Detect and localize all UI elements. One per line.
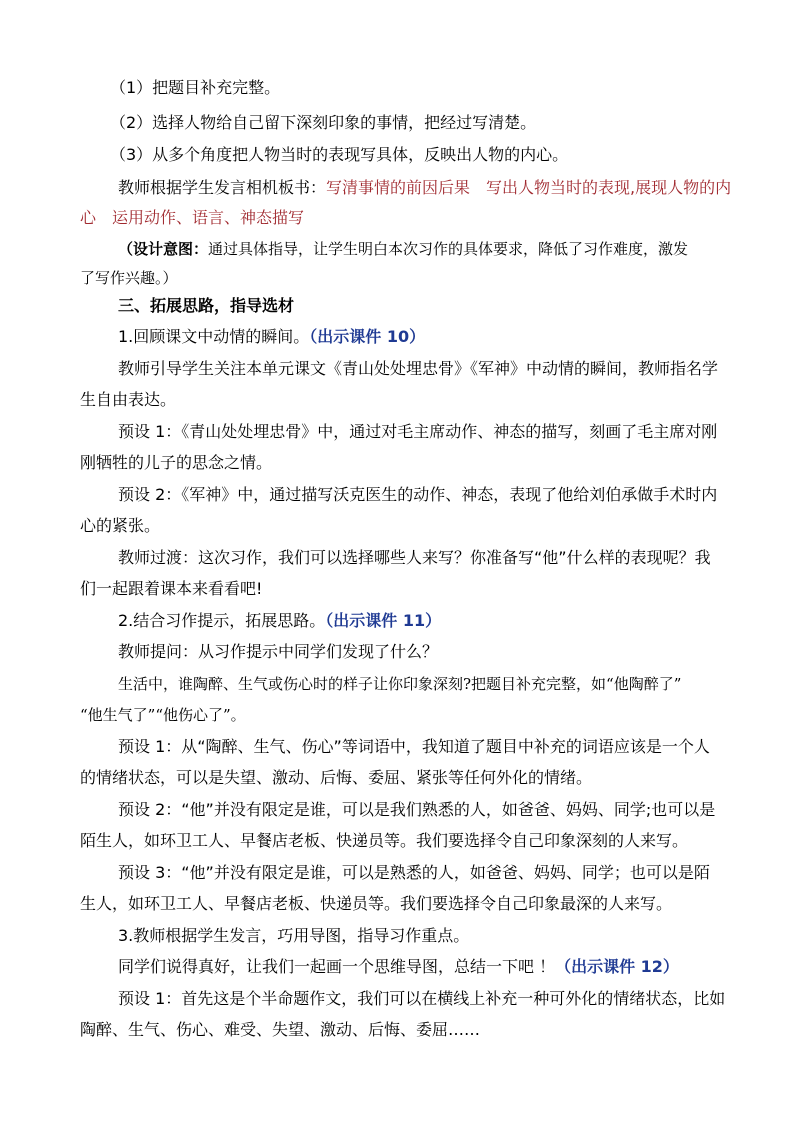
- design-intent: [118, 237, 724, 261]
- preset-b3-cont: 生人，如环卫工人、早餐店老板、快递员等。我们要选择令自己印象最深的人来写。: [80, 894, 673, 913]
- blackboard-line: [118, 176, 732, 200]
- design-intent-text: 通过具体指导，让学生明白本次习作的具体要求，降低了习作难度，激发: [208, 240, 689, 258]
- teacher-transition: 教师过渡：这次习作，我们可以选择哪些人来写？你准备写“他”什么样的表现呢？我: [118, 548, 711, 567]
- teacher-transition-cont: 们一起跟着课本来看看吧!: [80, 579, 263, 598]
- requirement-1: （1）把题目补充完整。: [110, 78, 281, 97]
- mindmap-intro-text: 同学们说得真好，让我们一起画一个思维导图，总结一下吧 ！: [118, 957, 556, 976]
- teacher-guide: 教师引导学生关注本单元课文《青山处处埋忠骨》《军神》中动情的瞬间，教师指名学: [118, 359, 719, 378]
- courseware-10: （出示课件 10）: [309, 327, 426, 346]
- preset-b2-cont: 陌生人，如环卫工人、早餐店老板、快递员等。我们要选择令自己印象深刻的人来写。: [80, 831, 689, 850]
- preset-c1: 预设 1：首先这是个半命题作文，我们可以在横线上补充一种可外化的情绪状态，比如: [118, 989, 726, 1008]
- blackboard-notes: 写清事情的前因后果 写出人物当时的表现,展现人物的内: [326, 178, 732, 197]
- preset-b2: 预设 2：“他”并没有限定是谁，可以是我们熟悉的人，如爸爸、妈妈、同学;也可以是: [118, 800, 716, 819]
- courseware-11: （出示课件 11）: [325, 611, 442, 630]
- preset-a1: 预设 1：《青山处处埋忠骨》中，通过对毛主席动作、神态的描写，刻画了毛主席对刚: [118, 422, 718, 441]
- preset-a2-cont: 心的紧张。: [80, 516, 161, 535]
- prompt-text: 生活中，谁陶醉、生气或伤心时的样子让你印象深刻?把题目补充完整，如“他陶醉了”: [118, 675, 682, 693]
- mindmap-intro: [118, 955, 724, 979]
- preset-b1-cont: 的情绪状态，可以是失望、激动、后悔、委屈、紧张等任何外化的情绪。: [80, 768, 593, 787]
- prompt-text-cont: “他生气了”“他伤心了”。: [80, 706, 246, 724]
- courseware-12: （出示课件 12）: [555, 957, 679, 976]
- teacher-guide-cont: 生自由表达。: [80, 390, 177, 409]
- step-3: 3.教师根据学生发言，巧用导图，指导习作重点。: [118, 926, 470, 945]
- design-intent-label: （设计意图：: [118, 240, 209, 258]
- requirement-2: （2）选择人物给自己留下深刻印象的事情，把经过写清楚。: [110, 113, 537, 132]
- preset-a2: 预设 2：《军神》中，通过描写沃克医生的动作、神态，表现了他给刘伯承做手术时内: [118, 485, 718, 504]
- preset-b1: 预设 1：从“陶醉、生气、伤心”等词语中，我知道了题目中补充的词语应该是一个人: [118, 737, 710, 756]
- teacher-question: 教师提问：从习作提示中同学们发现了什么？: [118, 642, 439, 661]
- blackboard-notes-cont: 心 运用动作、语言、神态描写: [80, 208, 305, 227]
- requirement-3: （3）从多个角度把人物当时的表现写具体，反映出人物的内心。: [110, 145, 569, 164]
- step-2-text: 2.结合习作提示，拓展思路。: [118, 611, 326, 630]
- step-2: [118, 609, 724, 633]
- preset-b3: 预设 3：“他”并没有限定是谁，可以是熟悉的人，如爸爸、妈妈、同学；也可以是陌: [118, 863, 710, 882]
- blackboard-prefix: 教师根据学生发言相机板书：: [118, 178, 327, 197]
- design-intent-cont: 了写作兴趣。）: [80, 269, 178, 287]
- step-1-text: 1.回顾课文中动情的瞬间。: [118, 327, 310, 346]
- step-1: [118, 325, 724, 349]
- section-heading-3: 三、拓展思路，指导选材: [118, 296, 295, 315]
- preset-a1-cont: 刚牺牲的儿子的思念之情。: [80, 453, 273, 472]
- preset-c1-cont: 陶醉、生气、伤心、难受、失望、激动、后悔、委屈……: [80, 1020, 481, 1039]
